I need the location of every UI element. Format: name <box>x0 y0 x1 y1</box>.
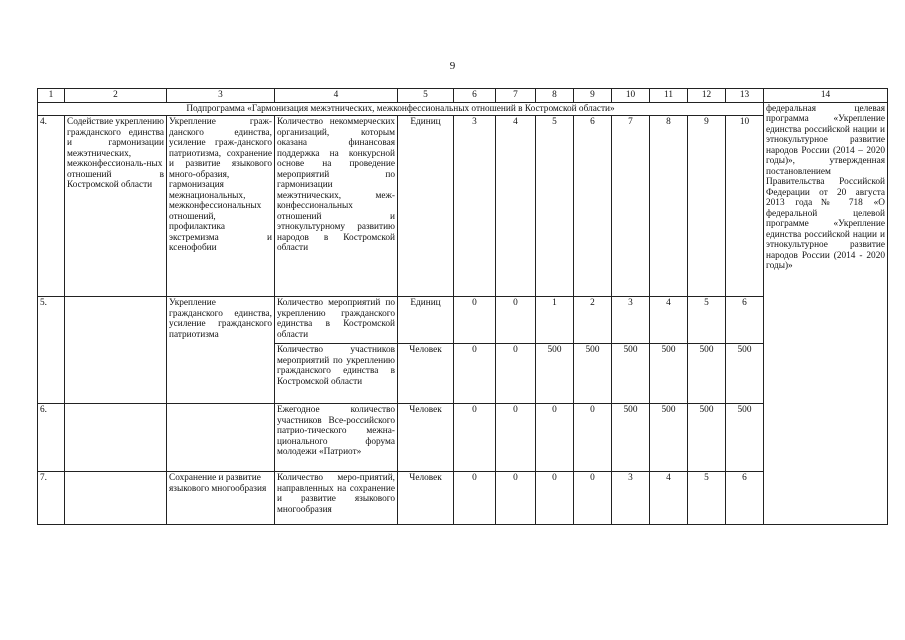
row-number: 5. <box>38 297 65 404</box>
value-cell: 3 <box>454 116 496 297</box>
column-number: 6 <box>454 89 496 103</box>
column-number: 7 <box>496 89 536 103</box>
value-cell: 4 <box>496 116 536 297</box>
value-cell: 6 <box>726 472 764 525</box>
column-number: 13 <box>726 89 764 103</box>
value-cell: 500 <box>688 344 726 404</box>
value-cell: 0 <box>454 472 496 525</box>
value-cell: 0 <box>496 297 536 344</box>
column-number: 3 <box>167 89 275 103</box>
row-number: 7. <box>38 472 65 525</box>
value-cell: 0 <box>536 472 574 525</box>
unit-cell: Человек <box>398 344 454 404</box>
value-cell: 10 <box>726 116 764 297</box>
value-cell: 500 <box>574 344 612 404</box>
column-number: 5 <box>398 89 454 103</box>
task-cell <box>65 297 167 404</box>
indicator-cell: Ежегодное количество участников Все-российского патрио-тического межна-ционального форума молодежи «Патриот» <box>275 404 398 472</box>
value-cell: 0 <box>496 404 536 472</box>
column-number: 12 <box>688 89 726 103</box>
table-row <box>38 404 888 472</box>
goal-cell <box>167 404 275 472</box>
unit-cell: Единиц <box>398 297 454 344</box>
value-cell: 500 <box>726 404 764 472</box>
value-cell: 7 <box>612 116 650 297</box>
value-cell: 0 <box>574 472 612 525</box>
value-cell: 500 <box>612 344 650 404</box>
subprogram-title: Подпрограмма «Гармонизация межэтнических, межконфессиональных отношений в Костромской области» <box>38 102 764 116</box>
column-number: 1 <box>38 89 65 103</box>
value-cell: 6 <box>726 297 764 344</box>
value-cell: 0 <box>574 404 612 472</box>
value-cell: 0 <box>454 344 496 404</box>
row-number: 6. <box>38 404 65 472</box>
column-number: 8 <box>536 89 574 103</box>
value-cell: 500 <box>688 404 726 472</box>
value-cell: 0 <box>454 404 496 472</box>
value-cell: 500 <box>612 404 650 472</box>
unit-cell: Человек <box>398 472 454 525</box>
value-cell: 4 <box>650 297 688 344</box>
value-cell: 8 <box>650 116 688 297</box>
value-cell: 500 <box>726 344 764 404</box>
indicators-table <box>37 88 888 525</box>
indicator-cell: Количество мероприятий по укреплению гражданского единства в Костромской области <box>275 297 398 344</box>
value-cell: 500 <box>650 404 688 472</box>
value-cell: 0 <box>496 472 536 525</box>
row-number: 4. <box>38 116 65 297</box>
goal-cell: Укрепление гражданского единства, усиление гражданского патриотизма <box>167 297 275 404</box>
unit-cell: Единиц <box>398 116 454 297</box>
column-number: 2 <box>65 89 167 103</box>
value-cell: 0 <box>496 344 536 404</box>
value-cell: 3 <box>612 297 650 344</box>
task-cell <box>65 404 167 472</box>
column-number: 9 <box>574 89 612 103</box>
table-row <box>38 472 888 525</box>
value-cell: 1 <box>536 297 574 344</box>
column-number: 11 <box>650 89 688 103</box>
indicator-cell: Количество участников мероприятий по укреплению гражданского единства в Костромской области <box>275 344 398 404</box>
page-number: 9 <box>449 60 456 72</box>
legal-basis-cell: федеральная целевая программа «Укрепление единства российской нации и этнокультурное развитие народов России (2014 – 2020 годы)», утвержденная постановлением Правительства Российской Федерации от 20 августа 2013 года№ 718 «О федеральной целевой программе «Укрепление единства российской нации и этнокультурное развитие народов России (2014 - 2020 годы)» <box>764 102 888 525</box>
column-number: 4 <box>275 89 398 103</box>
column-number-row <box>38 89 888 103</box>
goal-cell: Сохранение и развитие языкового многообразия <box>167 472 275 525</box>
value-cell: 2 <box>574 297 612 344</box>
column-number: 10 <box>612 89 650 103</box>
value-cell: 3 <box>612 472 650 525</box>
indicator-cell: Количество некоммерческих организаций, которым оказана финансовая поддержка на конкурсной основе на проведение мероприятий по гармонизации межэтнических, меж-конфессиональных отношений и этнокультурному развитию народов в Костромской области <box>275 116 398 297</box>
value-cell: 4 <box>650 472 688 525</box>
value-cell: 5 <box>536 116 574 297</box>
unit-cell: Человек <box>398 404 454 472</box>
task-cell <box>65 472 167 525</box>
column-number: 14 <box>764 89 888 103</box>
value-cell: 5 <box>688 472 726 525</box>
value-cell: 5 <box>688 297 726 344</box>
value-cell: 0 <box>536 404 574 472</box>
value-cell: 0 <box>454 297 496 344</box>
table-row <box>38 116 888 297</box>
table-row <box>38 297 888 344</box>
indicator-cell: Количество меро-приятий, направленных на сохранение и развитие языкового многообразия <box>275 472 398 525</box>
value-cell: 9 <box>688 116 726 297</box>
subprogram-row <box>38 102 888 116</box>
task-cell: Содействие укреплению гражданского единства и гармонизации межэтнических, межконфессиональ-ных отношений в Костромской области <box>65 116 167 297</box>
value-cell: 500 <box>536 344 574 404</box>
goal-cell: Укрепление граж-данского единства, усиление граж-данского патриотизма, сохранение и развитие языкового много-образия, гармонизация межнациональных, межконфессиональных отношений, профилактика экстремизма и ксенофобии <box>167 116 275 297</box>
value-cell: 6 <box>574 116 612 297</box>
value-cell: 500 <box>650 344 688 404</box>
